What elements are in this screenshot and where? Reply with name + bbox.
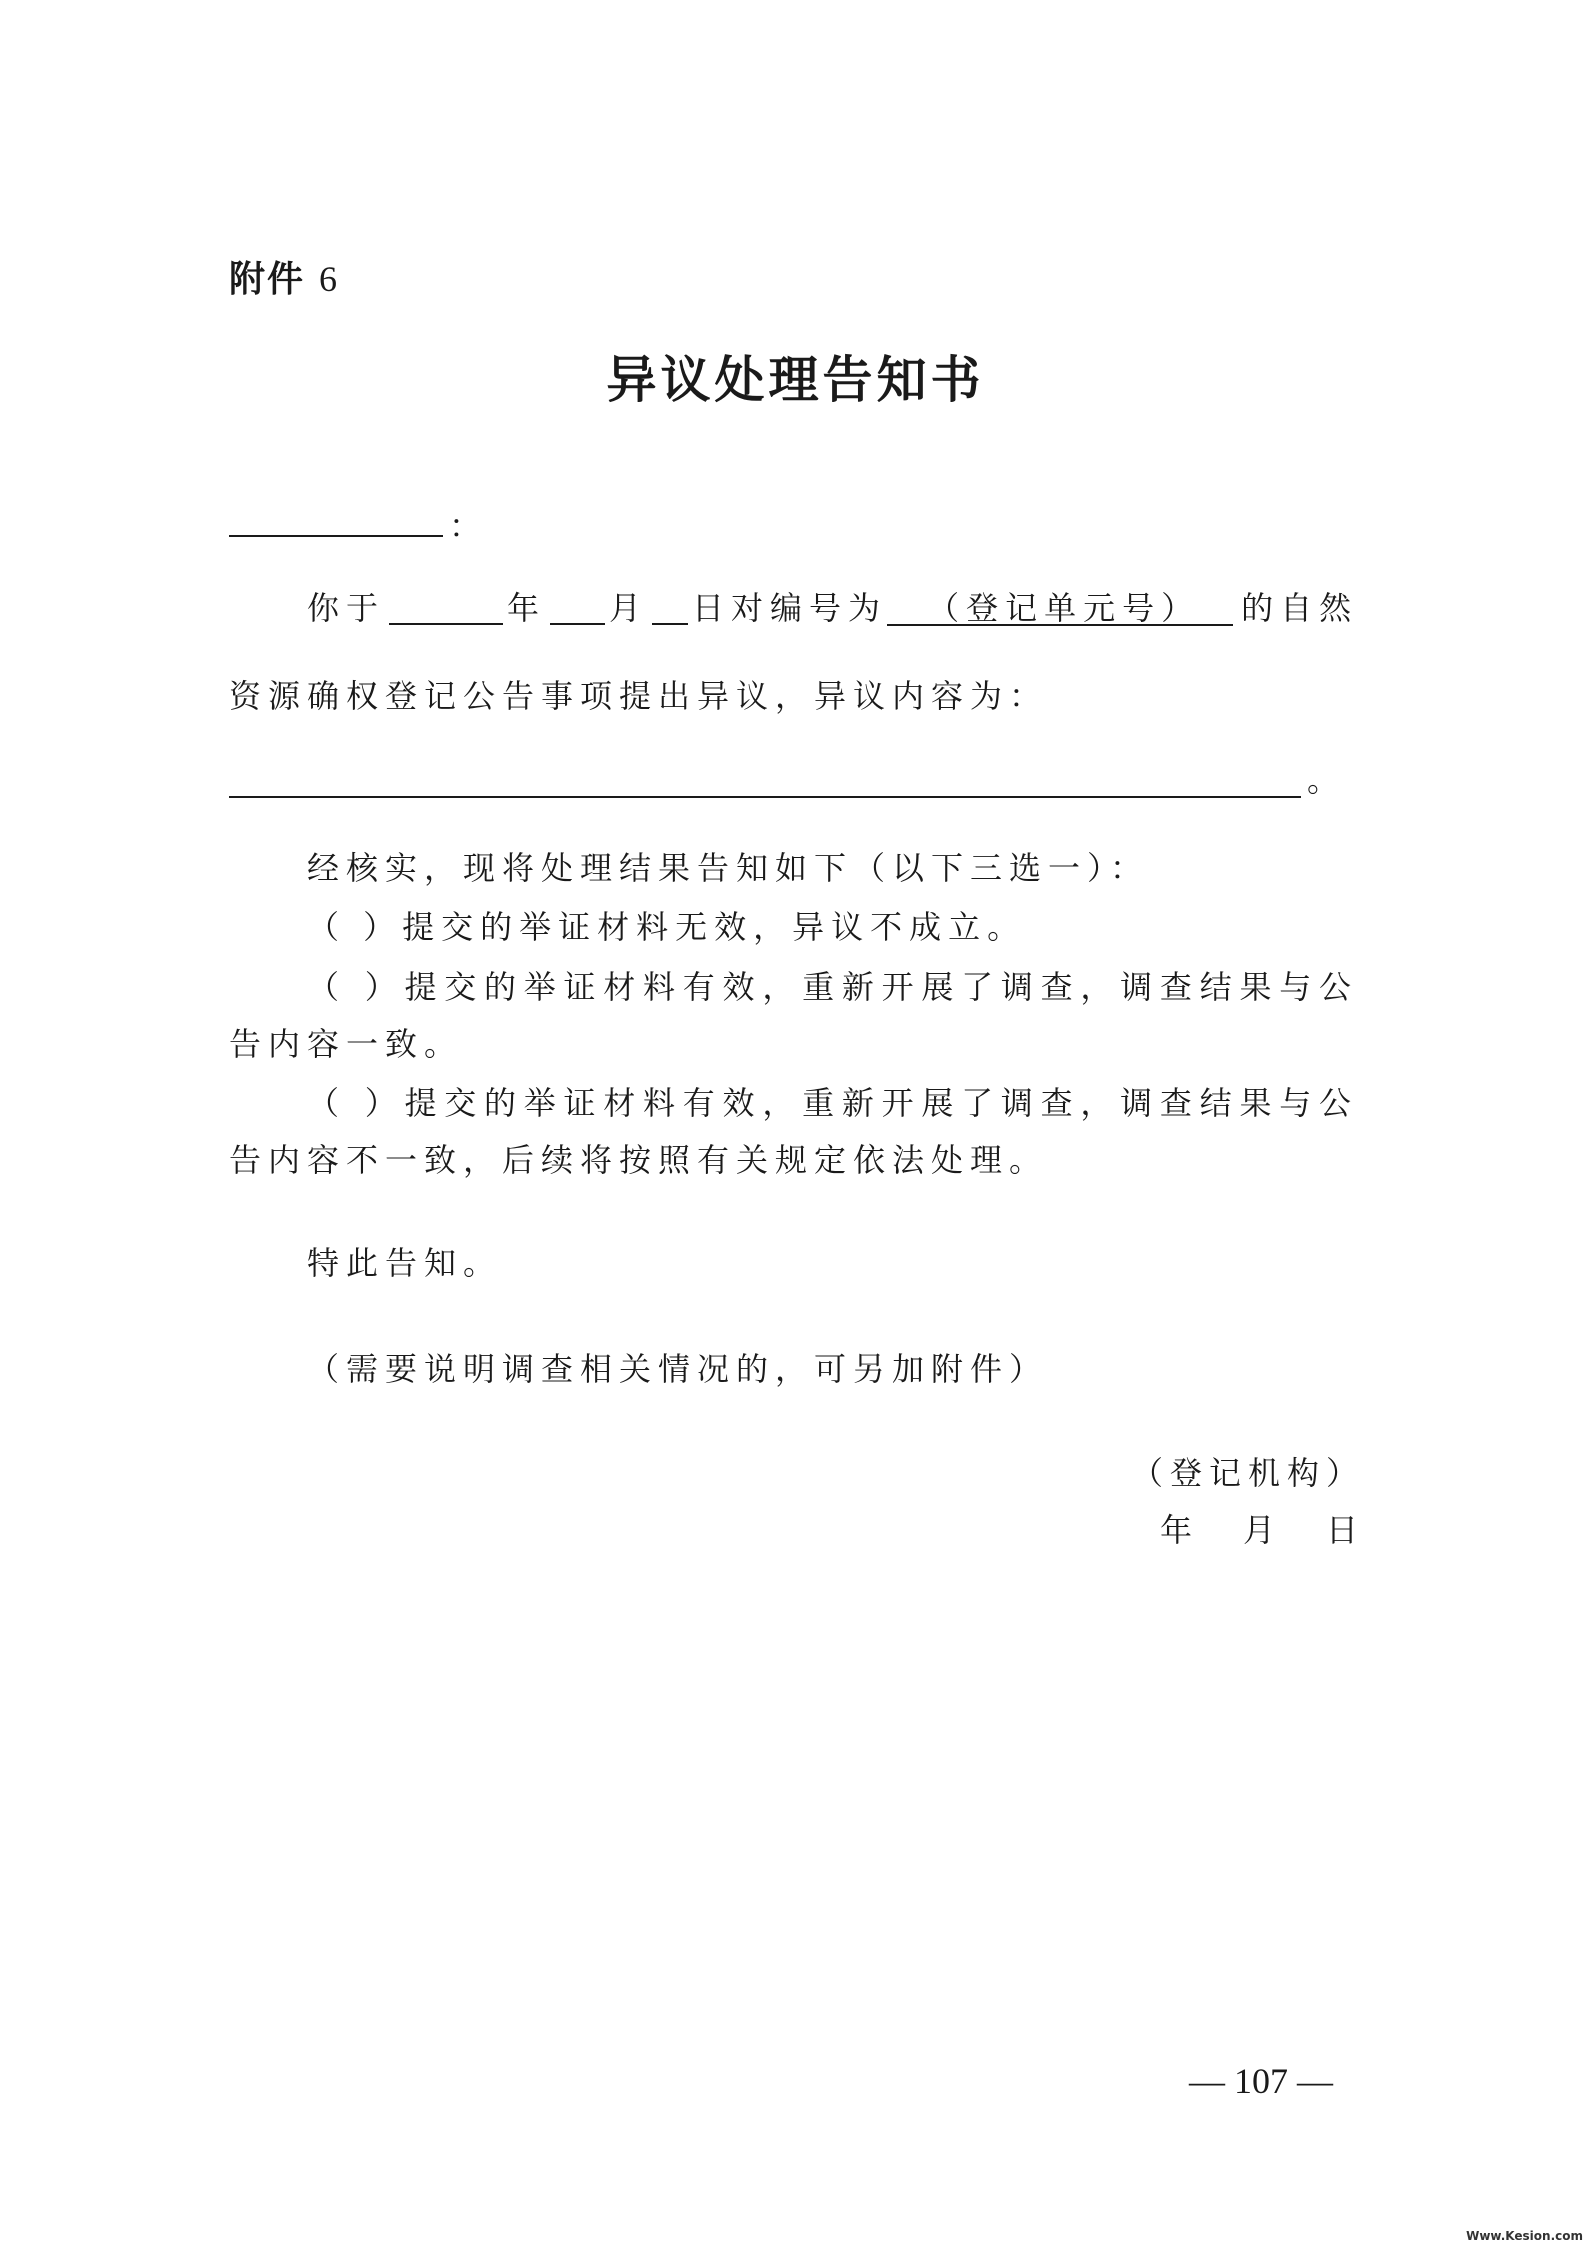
year-blank [389, 588, 503, 625]
attachment-prefix: 附件 [229, 259, 306, 300]
page-number: — 107 — [1189, 2061, 1333, 2101]
closing-text: 特此告知。 [307, 1244, 503, 1282]
result-option-1: （ ）提交的举证材料无效，异议不成立。 [307, 908, 1027, 946]
attachment-label [229, 257, 337, 302]
objection-you-on: 你于 [307, 589, 386, 627]
result-option-2-line-2: 告内容一致。 [229, 1025, 464, 1063]
month-blank [550, 588, 605, 625]
objection-day-and-number: 日对编号为 [692, 589, 888, 627]
registration-organization: （登记机构） [1130, 1454, 1365, 1492]
result-option-3-line-2: 告内容不一致，后续将按照有关规定依法处理。 [229, 1141, 1049, 1179]
addressee-line [229, 506, 488, 546]
objection-month: 月 [609, 589, 649, 627]
objection-line-2: 资源确权登记公告事项提出异议，异议内容为： [229, 677, 1049, 715]
objection-content-line [229, 760, 1346, 800]
registration-unit-number: （登记单元号） [887, 588, 1233, 626]
addressee-colon: ： [449, 507, 489, 545]
addressee-blank [229, 506, 443, 537]
objection-content-end: 。 [1307, 761, 1347, 799]
day-blank [652, 588, 688, 625]
attachment-number: 6 [319, 259, 338, 299]
watermark: Www.Kesion.com [1466, 2229, 1583, 2243]
objection-line-1 [307, 588, 1358, 628]
objection-natural: 的自然 [1241, 589, 1359, 627]
date-month: 月 [1243, 1511, 1283, 1549]
document-title: 异议处理告知书 [606, 350, 985, 409]
date-year: 年 [1160, 1511, 1200, 1549]
result-intro: 经核实，现将处理结果告知如下（以下三选一）： [307, 849, 1150, 887]
signature-date [1160, 1510, 1365, 1550]
result-option-3-line-1: （ ）提交的举证材料有效，重新开展了调查，调查结果与公 [307, 1084, 1351, 1122]
objection-year: 年 [507, 589, 547, 627]
objection-content-blank [229, 760, 1301, 798]
result-option-2-line-1: （ ）提交的举证材料有效，重新开展了调查，调查结果与公 [307, 968, 1351, 1006]
attachment-note: （需要说明调查相关情况的，可另加附件） [307, 1350, 1049, 1388]
date-day: 日 [1326, 1511, 1366, 1549]
